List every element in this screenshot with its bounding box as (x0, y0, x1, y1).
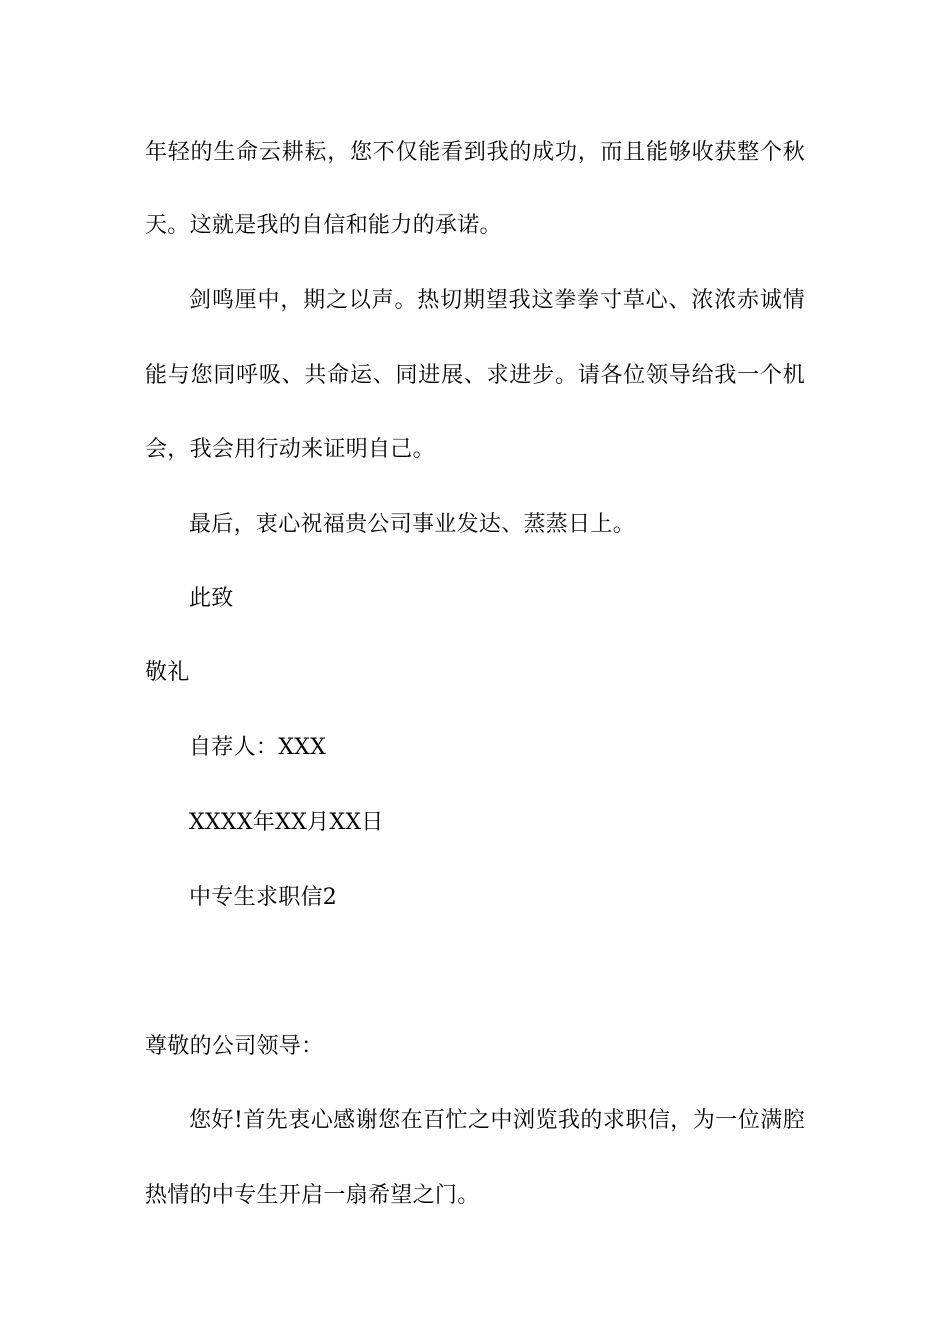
text-line: 剑鸣厘中，期之以声。热切期望我这拳拳寸草心、浓浓赤诚情 (189, 288, 805, 313)
text-line: 热情的中专生开启一扇希望之门。 (145, 1183, 480, 1208)
salutation-closing: 敬礼 (145, 660, 190, 685)
text-line: 天。这就是我的自信和能力的承诺。 (145, 213, 502, 238)
section-heading: 中专生求职信2 (189, 885, 338, 910)
text-line: 会，我会用行动来证明自己。 (145, 437, 435, 462)
date-line: XXXX年XX月XX日 (189, 810, 384, 835)
text-line: 年轻的生命云耕耘，您不仅能看到我的成功，而且能够收获整个秋 (145, 140, 805, 165)
text-line: 您好!首先衷心感谢您在百忙之中浏览我的求职信，为一位满腔 (189, 1108, 805, 1133)
text-line: 最后，衷心祝福贵公司事业发达、蒸蒸日上。 (189, 512, 636, 537)
signature-line: 自荐人：XXX (189, 735, 327, 760)
salutation-closing: 此致 (189, 586, 234, 611)
text-line: 能与您同呼吸、共命运、同进展、求进步。请各位领导给我一个机 (145, 363, 805, 388)
letter-greeting: 尊敬的公司领导： (145, 1034, 324, 1059)
